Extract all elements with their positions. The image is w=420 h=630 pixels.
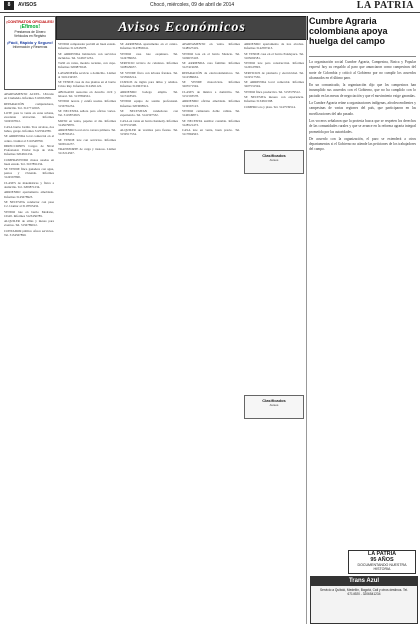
- banner-title: Avisos Económicos: [118, 20, 246, 35]
- classified-ad: SERVICIO técnico de celulares. Informes 3108529637.: [120, 61, 178, 70]
- classified-ad: APARTAMENTO en venta. Informes 3148527419.: [182, 42, 240, 51]
- classified-ad: SERVICIOS de plomería y electricidad. Tel. 3119517536.: [244, 70, 304, 79]
- classified-ad: CONTADOR público ofrece servicios. Tel. 3134567890.: [4, 228, 54, 237]
- classified-ad: APARTAMENTO ACUEL. Ubicado en Ciudadela. Informes 3145652389.: [4, 92, 54, 101]
- newspaper-logo: LA PATRIA: [356, 0, 414, 11]
- classified-ad: SE VENDE motocicleta. Informes 3203571594.: [182, 80, 240, 89]
- transport-ad-body: Servicio a Quibdó, Medellín, Bogotá, Cali y otros destinos. Tel. 6714920 - 3206541234: [320, 588, 408, 597]
- article-headline: Cumbre Agraria colombiana apoya huelga del campo: [309, 16, 388, 46]
- classifieds-column: [244, 42, 304, 624]
- classified-ad: LAVANDERÍA servicio a domicilio. Llamar al 3101234567.: [58, 70, 116, 79]
- classified-ad: VENDO casa lote esquinera. Tel. 3124789632.: [120, 51, 178, 60]
- inline-advertisement: [244, 395, 304, 419]
- classified-ad: DIRECCIONES Cargos de Nivel Profesional. Enviar hoja de vida. Informes 3204561234.: [4, 143, 54, 157]
- classified-ad: LOTE para la venta en zona urbana, excelente ubicación. Informes 3104567812.: [4, 111, 54, 124]
- article-paragraph: En un comunicado, la organización dijo que los campesinos han incumplido sus acuerdos con el Gobierno, que no ha cumplido con lo pactado en las mesas de negociación y que el movimiento exige garantías.: [309, 83, 416, 98]
- ad-line: ¡Efimos!: [20, 24, 40, 30]
- box-ad-line: LA PATRIA: [367, 551, 397, 557]
- classifieds-column: [4, 92, 54, 624]
- classified-ad: CASA en venta en barrio Kennedy. Informes 3137531598.: [120, 118, 178, 127]
- transport-ad-title: Trans Azul: [311, 577, 417, 586]
- classified-ad: SE VENDE lote con servicios. Informes 3206541237.: [58, 137, 116, 146]
- ad-line: ¡Fácil, Rápido y Seguro!: [7, 40, 53, 45]
- classified-ad: SE ARRIENDA casa familiar. Informes 3127419638.: [182, 61, 240, 70]
- classified-ad: ARRIENDO local en la carrera primera. Tel. 3128765431.: [58, 128, 116, 137]
- classified-ad: MOTO en venta, papeles al día. Informes 3145679876.: [58, 118, 116, 127]
- ad-line: Información y Reservas: [12, 45, 48, 49]
- transport-advertisement: [310, 576, 418, 624]
- classified-ad: SE ARRIENDA local comercial en el centro. Llamar al 3116548790.: [4, 134, 54, 143]
- classified-ad: ARRIENDO bodega amplia. Tel. 3117418529.: [120, 89, 178, 98]
- classified-ad: SE NECESITA señora para oficios varios. Tel. 3119874563.: [58, 109, 116, 118]
- page-header: [0, 0, 420, 13]
- classified-ad: ARRIENDO oficina amoblada. Informes 3134567123.: [182, 99, 240, 108]
- classified-ad: SE VENDE finca ganadera con agua, pastos y vivienda. Informes 3124567890.: [4, 167, 54, 180]
- classified-ad: VENDO lote para construcción. Informes 3126547893.: [244, 61, 304, 70]
- classified-ad: VENDO lote en barrio Medrano, 10x20. Informes 3123456789.: [4, 209, 54, 218]
- classified-ad: SE NECESITA mesero con experiencia. Informes 3134561598.: [244, 95, 304, 104]
- loans-advertisement: [4, 16, 56, 90]
- classified-ad: VENDO finca productiva. Tel. 3153579512.: [244, 89, 301, 94]
- box-ad-line: DOCUMENTANDO NUESTRA HISTORIA: [357, 563, 407, 571]
- classified-ad: SE VENDE casa en el barrio Pandeyuca. Tel. 3103692581.: [244, 51, 304, 60]
- classified-ad: VENDO lote en el barrio Silencio. Tel. 3109637418.: [182, 51, 240, 60]
- classified-ad: REPARACIÓN computadores, domicilio. Tel. 3127714563.: [4, 101, 54, 110]
- classified-ad: ALQUILER de sillas y mesas para eventos. Tel. 3156789012.: [4, 219, 54, 228]
- classifieds-column: [120, 42, 178, 624]
- ad-line: Prestamos de Dinero: [14, 30, 46, 34]
- classifieds-banner: [56, 16, 308, 40]
- classifieds-column: [182, 42, 240, 624]
- classified-ad: VENDO camioneta doble cabina. Tel. 3146549871.: [182, 109, 240, 118]
- classified-ad: CASA lote en venta, buen precio. Tel. 3117894563.: [182, 128, 240, 137]
- classified-ad: COMPRO oro y plata. Tel. 3147539514.: [244, 104, 296, 109]
- classified-ad: SE ARRIENDA habitación con servicios incluidos. Tel. 3145671234.: [58, 51, 116, 60]
- classified-ad: REPARACIÓN de electrodomésticos. Tel. 3112589634.: [182, 70, 240, 79]
- classified-ad: SE VENDE finca con árboles frutales. Tel. 3155963214.: [120, 70, 178, 79]
- issue-date: Chocó, miércoles, 09 de abril de 2014: [150, 2, 235, 8]
- section-name: AVISOS: [18, 2, 37, 8]
- classified-ad: CURSOS de inglés para niños y adultos. Informes 3129637412.: [120, 80, 178, 89]
- ad-line: ¡CONTRATOS OFICIALES!: [6, 20, 54, 24]
- classified-ad: VENDO equipo de sonido profesional. Informes 3203698521.: [120, 99, 178, 108]
- inline-ad-subtitle: Avisos: [269, 403, 279, 407]
- classified-ad: CASA barrio Jardín. Tres alcobas, dos baños, garaje. Informes 3125564789.: [4, 124, 54, 133]
- box-ad-line: 95 AÑOS: [370, 557, 394, 563]
- classified-ad: SE NECESITAN vendedores con experiencia. Tel. 3141597532.: [120, 109, 178, 118]
- article-paragraph: La organización social Cumbre Agraria, Campesina, Étnica y Popular expresó hoy su respaldo al paro que anunciaron como campesinos del norte de Colombia y criticó al Gobierno por no cumplir los acuerdos alcanzados en el último paro.: [309, 60, 416, 80]
- article-paragraph: La Cumbre Agraria reúne a organizaciones indígenas, afrodescendientes y campesinas de varias regiones del país, que participaron en las movilizaciones del año pasado.: [309, 101, 416, 116]
- article-paragraph: Los voceros señalaron que la protesta busca que se respeten los derechos de las comunidades rurales y que se avance en la reforma agraria integral prometida por las autoridades.: [309, 118, 416, 134]
- article-header: [309, 16, 416, 57]
- classified-ad: ARRIENDO apartamento de tres alcobas. Informes 3142587413.: [244, 42, 304, 51]
- inline-ad-subtitle: Avisos: [269, 158, 279, 162]
- inline-ad-title: Clasificados: [262, 153, 286, 158]
- inline-advertisement: [244, 150, 304, 174]
- classified-ad: SE ARRIENDA local comercial. Informes 3207531594.: [244, 80, 304, 89]
- classified-ad: SE NECESITA conductor con pase C2. Llamar al 3118765432.: [4, 200, 54, 209]
- classified-ad: CLASES de música a domicilio. Tel. 3151593578.: [182, 89, 240, 98]
- classified-ad: VENDO nevera y estufa usadas. Informes 3156781234.: [58, 99, 116, 108]
- classified-ad: ALQUILER de vestidos para fiestas. Tel. 3159517534.: [120, 128, 178, 137]
- classified-ad: CLASES de matemáticas y física a domicilio. Tel. 3209871234.: [4, 180, 54, 189]
- inline-ad-title: Clasificados: [262, 398, 286, 403]
- classifieds-column: [58, 42, 116, 624]
- column-divider: [306, 16, 307, 624]
- article-paragraph: De acuerdo con la organización, el paro se extenderá a otros departamentos si el Gobierno no atiende las peticiones de los trabajadores del campo.: [309, 136, 416, 152]
- anniversary-advertisement: [348, 550, 416, 574]
- classified-ad: ABOGADO asesorías en derecho civil y laboral. Tel. 3137894561.: [58, 89, 116, 98]
- classified-ad: TAXI en venta, modelo reciente, con cupo. Informes 3209876543.: [58, 61, 116, 70]
- classified-ad: ARRIENDO apartamento amoblado. Informes 3145678923.: [4, 190, 54, 199]
- classified-ad: SE ARRIENDA apartamento en el centro. Informes 3147896541.: [120, 42, 178, 51]
- classified-ad: SE VENDE casa de dos plantas en el barrio Cristo Rey. Informes 3124561122.: [58, 80, 116, 89]
- classified-ad: SE NECESITA auxiliar contable. Informes 3128521473.: [182, 118, 240, 127]
- article-body: [309, 60, 416, 500]
- classified-ad: VENDO computador portátil en buen estado. Informes 3112345678.: [58, 42, 116, 51]
- ad-line: Vehiculos en Registro: [14, 34, 46, 38]
- page-number: 8: [4, 1, 14, 10]
- classified-ad: TRANSPORTE de carga y trasteos. Llamar 3113214567.: [58, 147, 116, 156]
- classified-ad: COMPRAVENDO motos usadas en buen estado. Tel. 3107891234.: [4, 157, 54, 166]
